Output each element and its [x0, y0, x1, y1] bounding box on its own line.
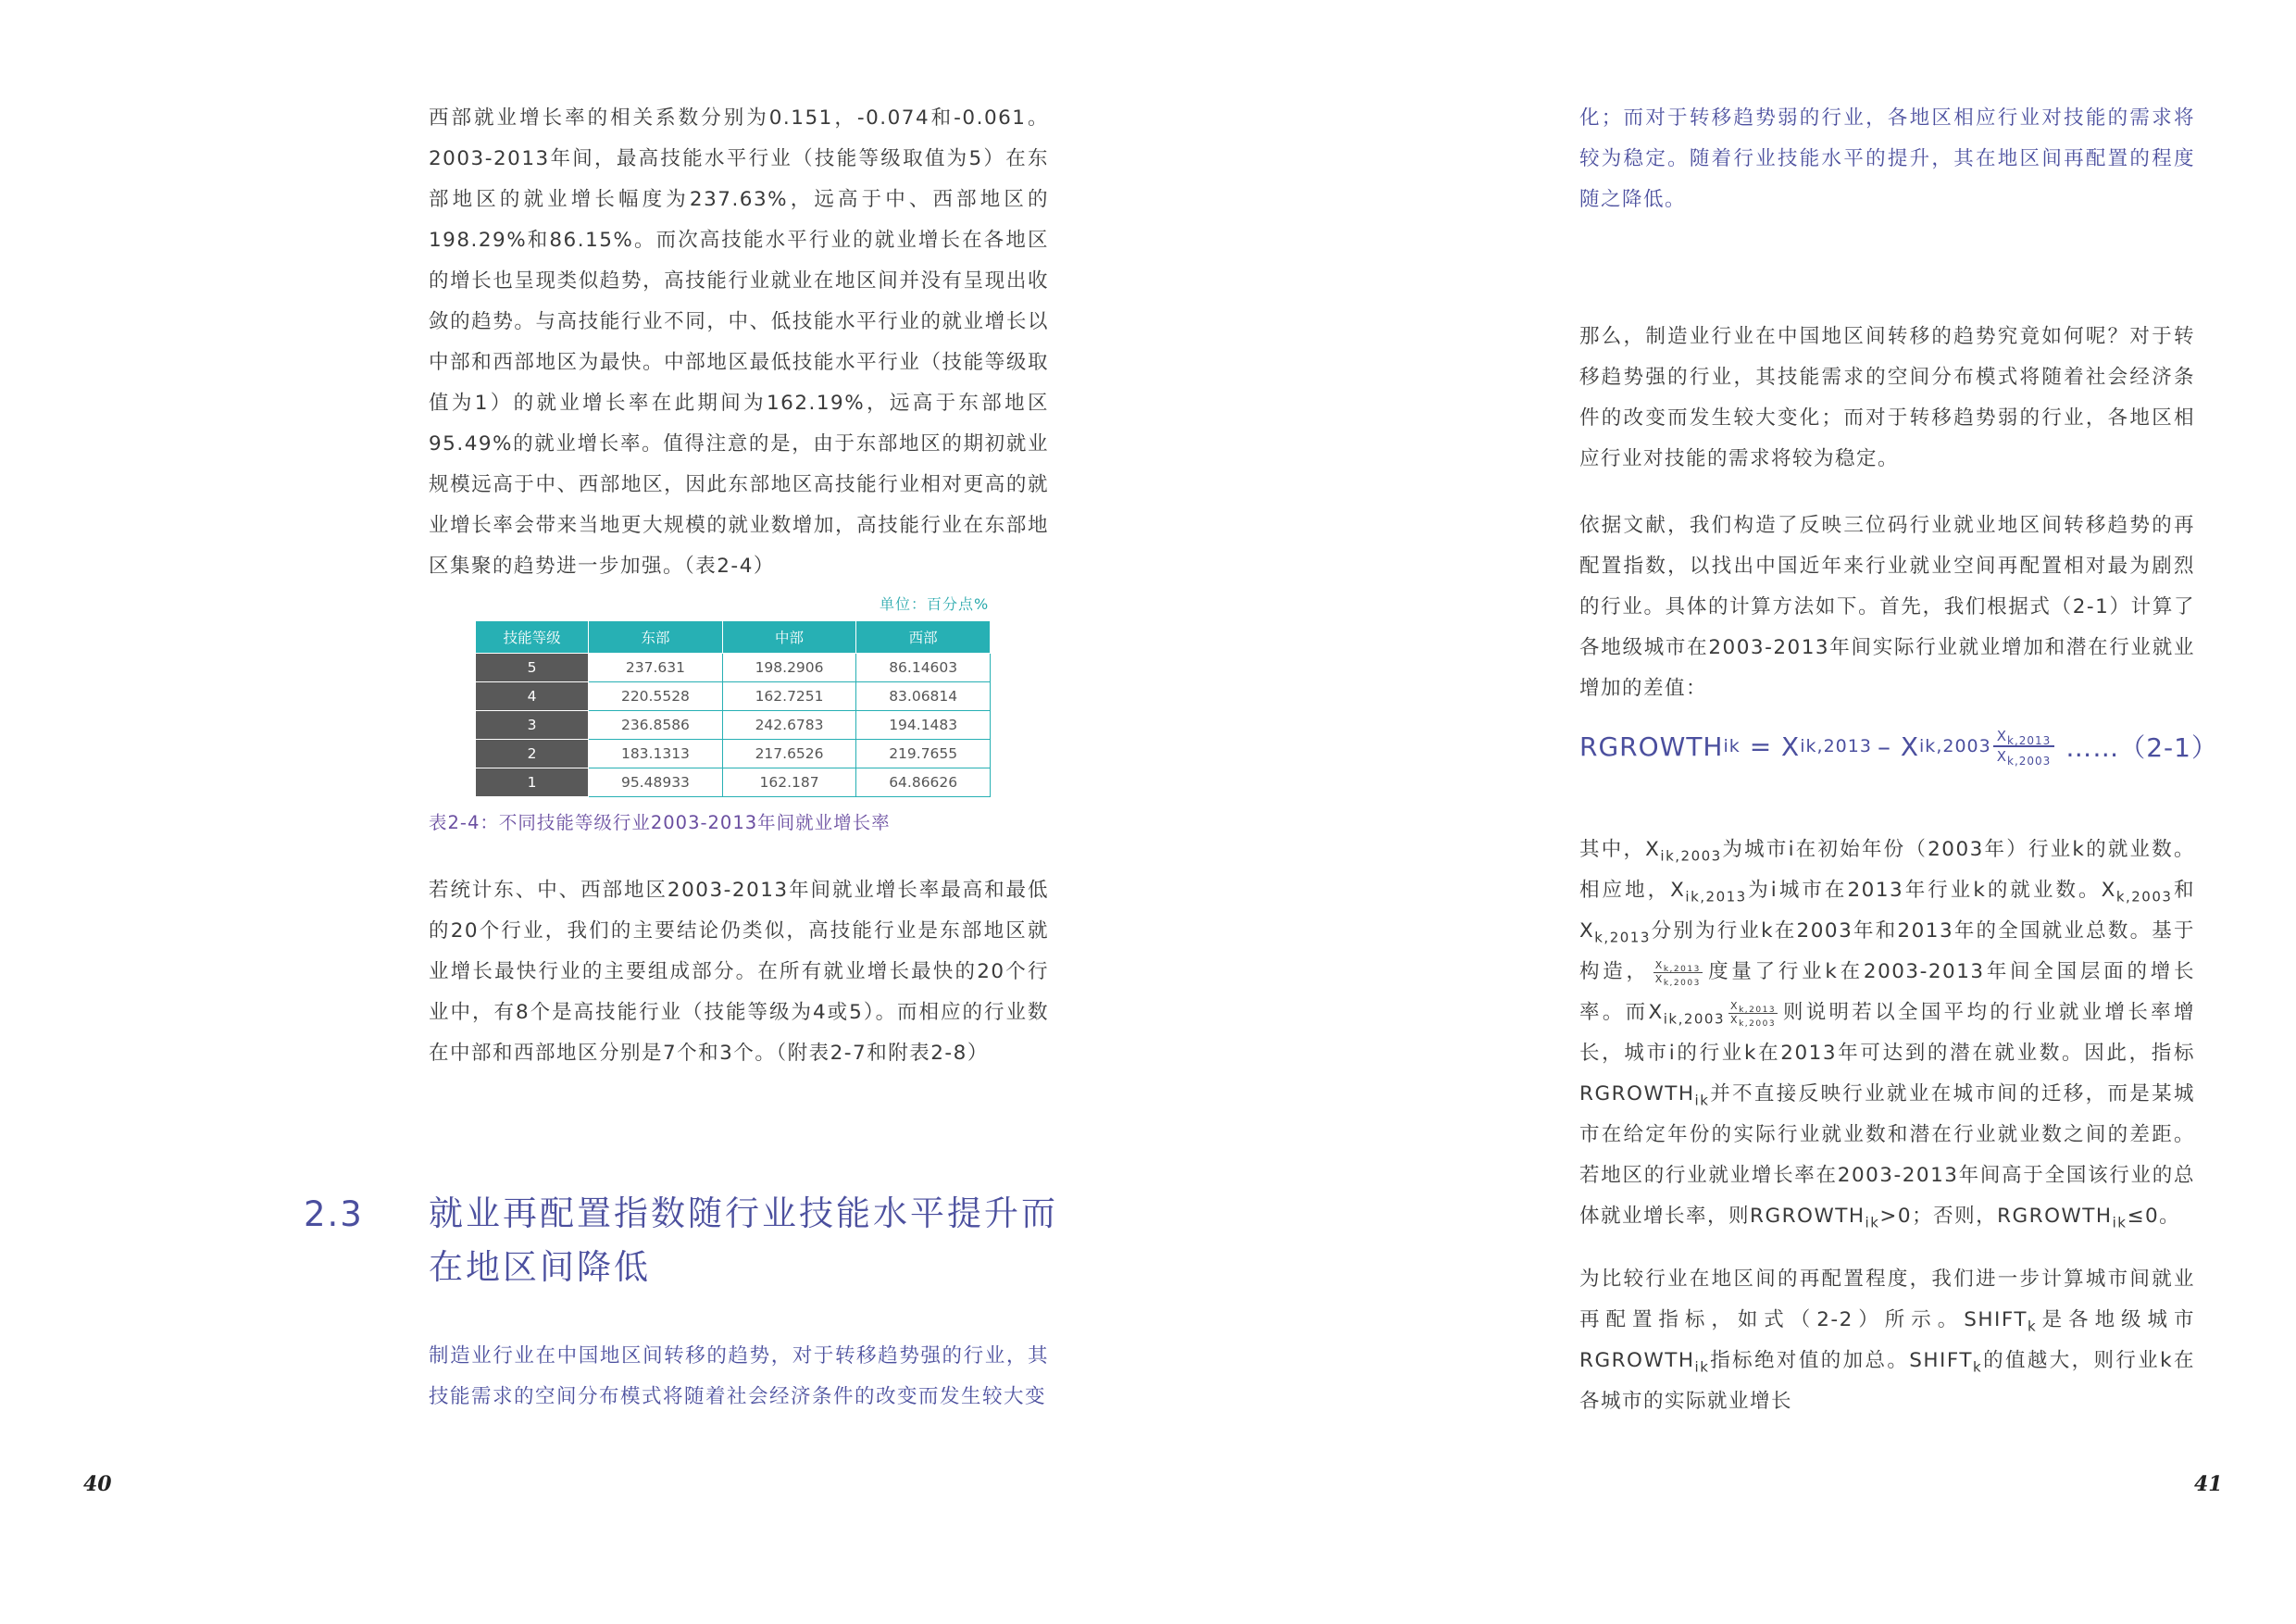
- table-cell: 3: [476, 711, 589, 740]
- left-paragraph-3-container: [429, 1336, 1049, 1418]
- left-page-body: [429, 98, 1049, 587]
- left-paragraph-2: 若统计东、中、西部地区2003-2013年间就业增长率最高和最低的20个行业，我们的主要结论仍类似，高技能行业是东部地区就业增长最快行业的主要组成部分。在所有就业增长最快的20个行业中，有8个是高技能行业（技能等级为4或5）。而相应的行业数在中部和西部地区分别是7个和3个。（附表2-7和附表2-8）: [429, 879, 1049, 1065]
- table-cell: 95.48933: [589, 768, 723, 797]
- p5-c: 指标绝对值的加总。SHIFT: [1709, 1349, 1974, 1372]
- p5-a-sub: k: [2027, 1318, 2038, 1335]
- right-paragraph-4: [1579, 830, 2195, 1237]
- formula-eq: = X: [1740, 731, 1801, 762]
- table-cell: 194.1483: [856, 711, 991, 740]
- skill-growth-table: [475, 620, 991, 797]
- p4-b-sub: ik,2013: [1685, 888, 1747, 906]
- p4-a: 其中，X: [1579, 838, 1661, 861]
- table-cell: 4: [476, 682, 589, 711]
- p5-b-sub: ik: [1694, 1358, 1710, 1376]
- p4-frac1-den-sub: k,2003: [1663, 978, 1701, 988]
- p4-frac2-num-x: X: [1730, 999, 1740, 1012]
- formula-fraction: [1993, 727, 2055, 766]
- right-paragraph-5-container: [1579, 1259, 2195, 1422]
- p4-frac2-num-sub: k,2013: [1739, 1005, 1777, 1015]
- table-cell: 236.8586: [589, 711, 723, 740]
- right-paragraph-1: 化；而对于转移趋势弱的行业，各地区相应行业对技能的需求将较为稳定。随着行业技能水平的提升，其在地区间再配置的程度随之降低。: [1579, 106, 2195, 211]
- frac-num-x: X: [1996, 728, 2007, 744]
- formula-minus: – X: [1877, 731, 1920, 762]
- left-paragraph-3: 制造业行业在中国地区间转移的趋势，对于转移趋势强的行业，其技能需求的空间分布模式将随着社会经济条件的改变而发生较大变: [429, 1344, 1049, 1408]
- p4-a-sub: ik,2003: [1660, 847, 1722, 865]
- p4-frac1-den: [1653, 973, 1703, 986]
- table-cell: 64.86626: [856, 768, 991, 797]
- table-cell: 2: [476, 740, 589, 768]
- p4-j: ≤0。: [2127, 1205, 2181, 1228]
- left-paragraph-1: 西部就业增长率的相关系数分别为0.151，-0.074和-0.061。2003-2013年间，最高技能水平行业（技能等级取值为5）在东部地区的就业增长幅度为237.63%，远高于中、西部地区的198.29%和86.15%。而次高技能水平行业的就业增长在各地区的增长也呈现类似趋势，高技能行业就业在地区间并没有呈现出收敛的趋势。与高技能行业不同，中、低技能水平行业的就业增长以中部和西部地区为最快。中部地区最低技能水平行业（技能等级取值为1）的就业增长率在此期间为162.19%，远高于东部地区95.49%的就业增长率。值得注意的是，由于东部地区的期初就业规模远高于中、西部地区，因此东部地区高技能行业相对更高的就业增长率会带来当地更大规模的就业数增加，高技能行业在东部地区集聚的趋势进一步加强。（表2-4）: [429, 106, 1049, 578]
- right-paragraph-5: [1579, 1259, 2195, 1422]
- p4-b: 为城市i在初始年份（2003年）行业k的就业数。相应地，X: [1579, 838, 2195, 902]
- p4-frac1-den-x: X: [1654, 972, 1664, 985]
- p4-f: 度量了行业k在2003-2013年间全国层面的增长率。而X: [1579, 960, 2195, 1024]
- p4-fraction-2: [1728, 1000, 1778, 1027]
- left-paragraph-2-container: [429, 870, 1049, 1074]
- p4-d: 和X: [1579, 879, 2195, 943]
- table-row: [476, 740, 991, 768]
- p4-frac1-num-sub: k,2013: [1663, 964, 1701, 974]
- p4-frac1-num-x: X: [1654, 958, 1664, 971]
- table-header-cell: 西部: [856, 621, 991, 654]
- frac-num-sub: k,2013: [2007, 734, 2052, 747]
- table-unit-label: 单位：百分点%: [880, 595, 990, 613]
- p5-c-sub: k: [1973, 1358, 1983, 1376]
- section-title: 就业再配置指数随行业技能水平提升而在地区间降低: [429, 1193, 1058, 1287]
- table-header-cell: 东部: [589, 621, 723, 654]
- table-cell: 242.6783: [722, 711, 856, 740]
- table-row: [476, 682, 991, 711]
- p4-frac2-den-sub: k,2003: [1739, 1018, 1777, 1029]
- section-number: 2.3: [304, 1194, 364, 1234]
- p4-c: 为i城市在2013年行业k的就业数。X: [1746, 879, 2116, 902]
- p4-frac1-num: [1653, 959, 1703, 973]
- page-number-right: 41: [2194, 1472, 2223, 1496]
- frac-den-sub: k,2003: [2007, 755, 2052, 768]
- p4-frac2-num: [1728, 1000, 1778, 1014]
- right-paragraph-2: 那么，制造业行业在中国地区间转移的趋势究竟如何呢？对于转移趋势强的行业，其技能需求的空间分布模式将随着社会经济条件的改变而发生较大变化；而对于转移趋势弱的行业，各地区相应行业对技能的需求将较为稳定。: [1579, 325, 2195, 470]
- table-cell: 217.6526: [722, 740, 856, 768]
- table-row: [476, 654, 991, 682]
- formula-fraction-numerator: [1993, 727, 2055, 747]
- p5-b: 是各地级城市RGROWTH: [1579, 1308, 2195, 1372]
- p4-c-sub: k,2003: [2115, 888, 2173, 906]
- table-row: [476, 768, 991, 797]
- table-cell: 83.06814: [856, 682, 991, 711]
- right-paragraph-1-container: [1579, 98, 2195, 220]
- p5-d: 的值越大，则行业k在各城市的实际就业增长: [1579, 1349, 2195, 1413]
- table-row: [476, 711, 991, 740]
- table-cell: 237.631: [589, 654, 723, 682]
- p4-frac2-den: [1728, 1014, 1778, 1027]
- frac-den-x: X: [1996, 748, 2007, 765]
- table-cell: 86.14603: [856, 654, 991, 682]
- p5-a: 为比较行业在地区间的再配置程度，我们进一步计算城市间就业再配置指标，如式（2-2）所示。SHIFT: [1579, 1268, 2195, 1331]
- table-cell: 162.7251: [722, 682, 856, 711]
- formula-lhs: RGROWTH: [1579, 731, 1724, 762]
- table-cell: 219.7655: [856, 740, 991, 768]
- table-caption: 表2-4：不同技能等级行业2003-2013年间就业增长率: [429, 812, 891, 833]
- p4-d-sub: k,2013: [1594, 929, 1651, 946]
- table-cell: 220.5528: [589, 682, 723, 711]
- p4-i: >0；否则，RGROWTH: [1879, 1205, 2113, 1228]
- formula-tail: ……（2-1）: [2056, 732, 2218, 763]
- right-paragraph-3: 依据文献，我们构造了反映三位码行业就业地区间转移趋势的再配置指数，以找出中国近年来行业就业空间再配置相对最为剧烈的行业。具体的计算方法如下。首先，我们根据式（2-1）计算了各地级城市在2003-2013年间实际行业就业增加和潜在行业就业增加的差值：: [1579, 514, 2195, 700]
- table-header-cell: 中部: [722, 621, 856, 654]
- p4-g-sub: ik: [1694, 1092, 1710, 1109]
- p4-g: 则说明若以全国平均的行业就业增长率增长，城市i的行业k在2013年可达到的潜在就业数。因此，指标RGROWTH: [1579, 1001, 2195, 1106]
- right-paragraph-4-container: [1579, 830, 2195, 1237]
- table-cell: 198.2906: [722, 654, 856, 682]
- p4-f-sub: ik,2003: [1663, 1010, 1726, 1028]
- p4-i-sub: ik: [2112, 1214, 2128, 1231]
- formula-fraction-denominator: [1993, 747, 2055, 766]
- right-paragraph-2-container: [1579, 317, 2195, 480]
- formula-2-1: RGROWTH ik = X ik,2013 – X ik,2003 $\frac{X_{k,2013}}{X_{k,2003}}$ ……（2-1）: [1579, 728, 2218, 768]
- p4-h-sub: ik: [1865, 1214, 1880, 1231]
- page-number-left: 40: [83, 1472, 112, 1496]
- table-cell: 5: [476, 654, 589, 682]
- table-cell: 183.1313: [589, 740, 723, 768]
- right-paragraph-3-container: [1579, 506, 2195, 709]
- table-cell: 1: [476, 768, 589, 797]
- p4-fraction-1: [1653, 959, 1703, 986]
- p4-e: 分别为行业k在2003年和2013年的全国就业总数。基于构造，: [1579, 919, 2195, 983]
- p4-frac2-den-x: X: [1730, 1013, 1740, 1026]
- p4-h: 并不直接反映行业就业在城市间的迁移，而是某城市在给定年份的实际行业就业数和潜在行业就业数之间的差距。若地区的行业就业增长率在2003-2013年间高于全国该行业的总体就业增长率，则RGROWTH: [1579, 1082, 2195, 1228]
- table-header-row: [476, 621, 991, 654]
- table-header-cell: 技能等级: [476, 621, 589, 654]
- table-cell: 162.187: [722, 768, 856, 797]
